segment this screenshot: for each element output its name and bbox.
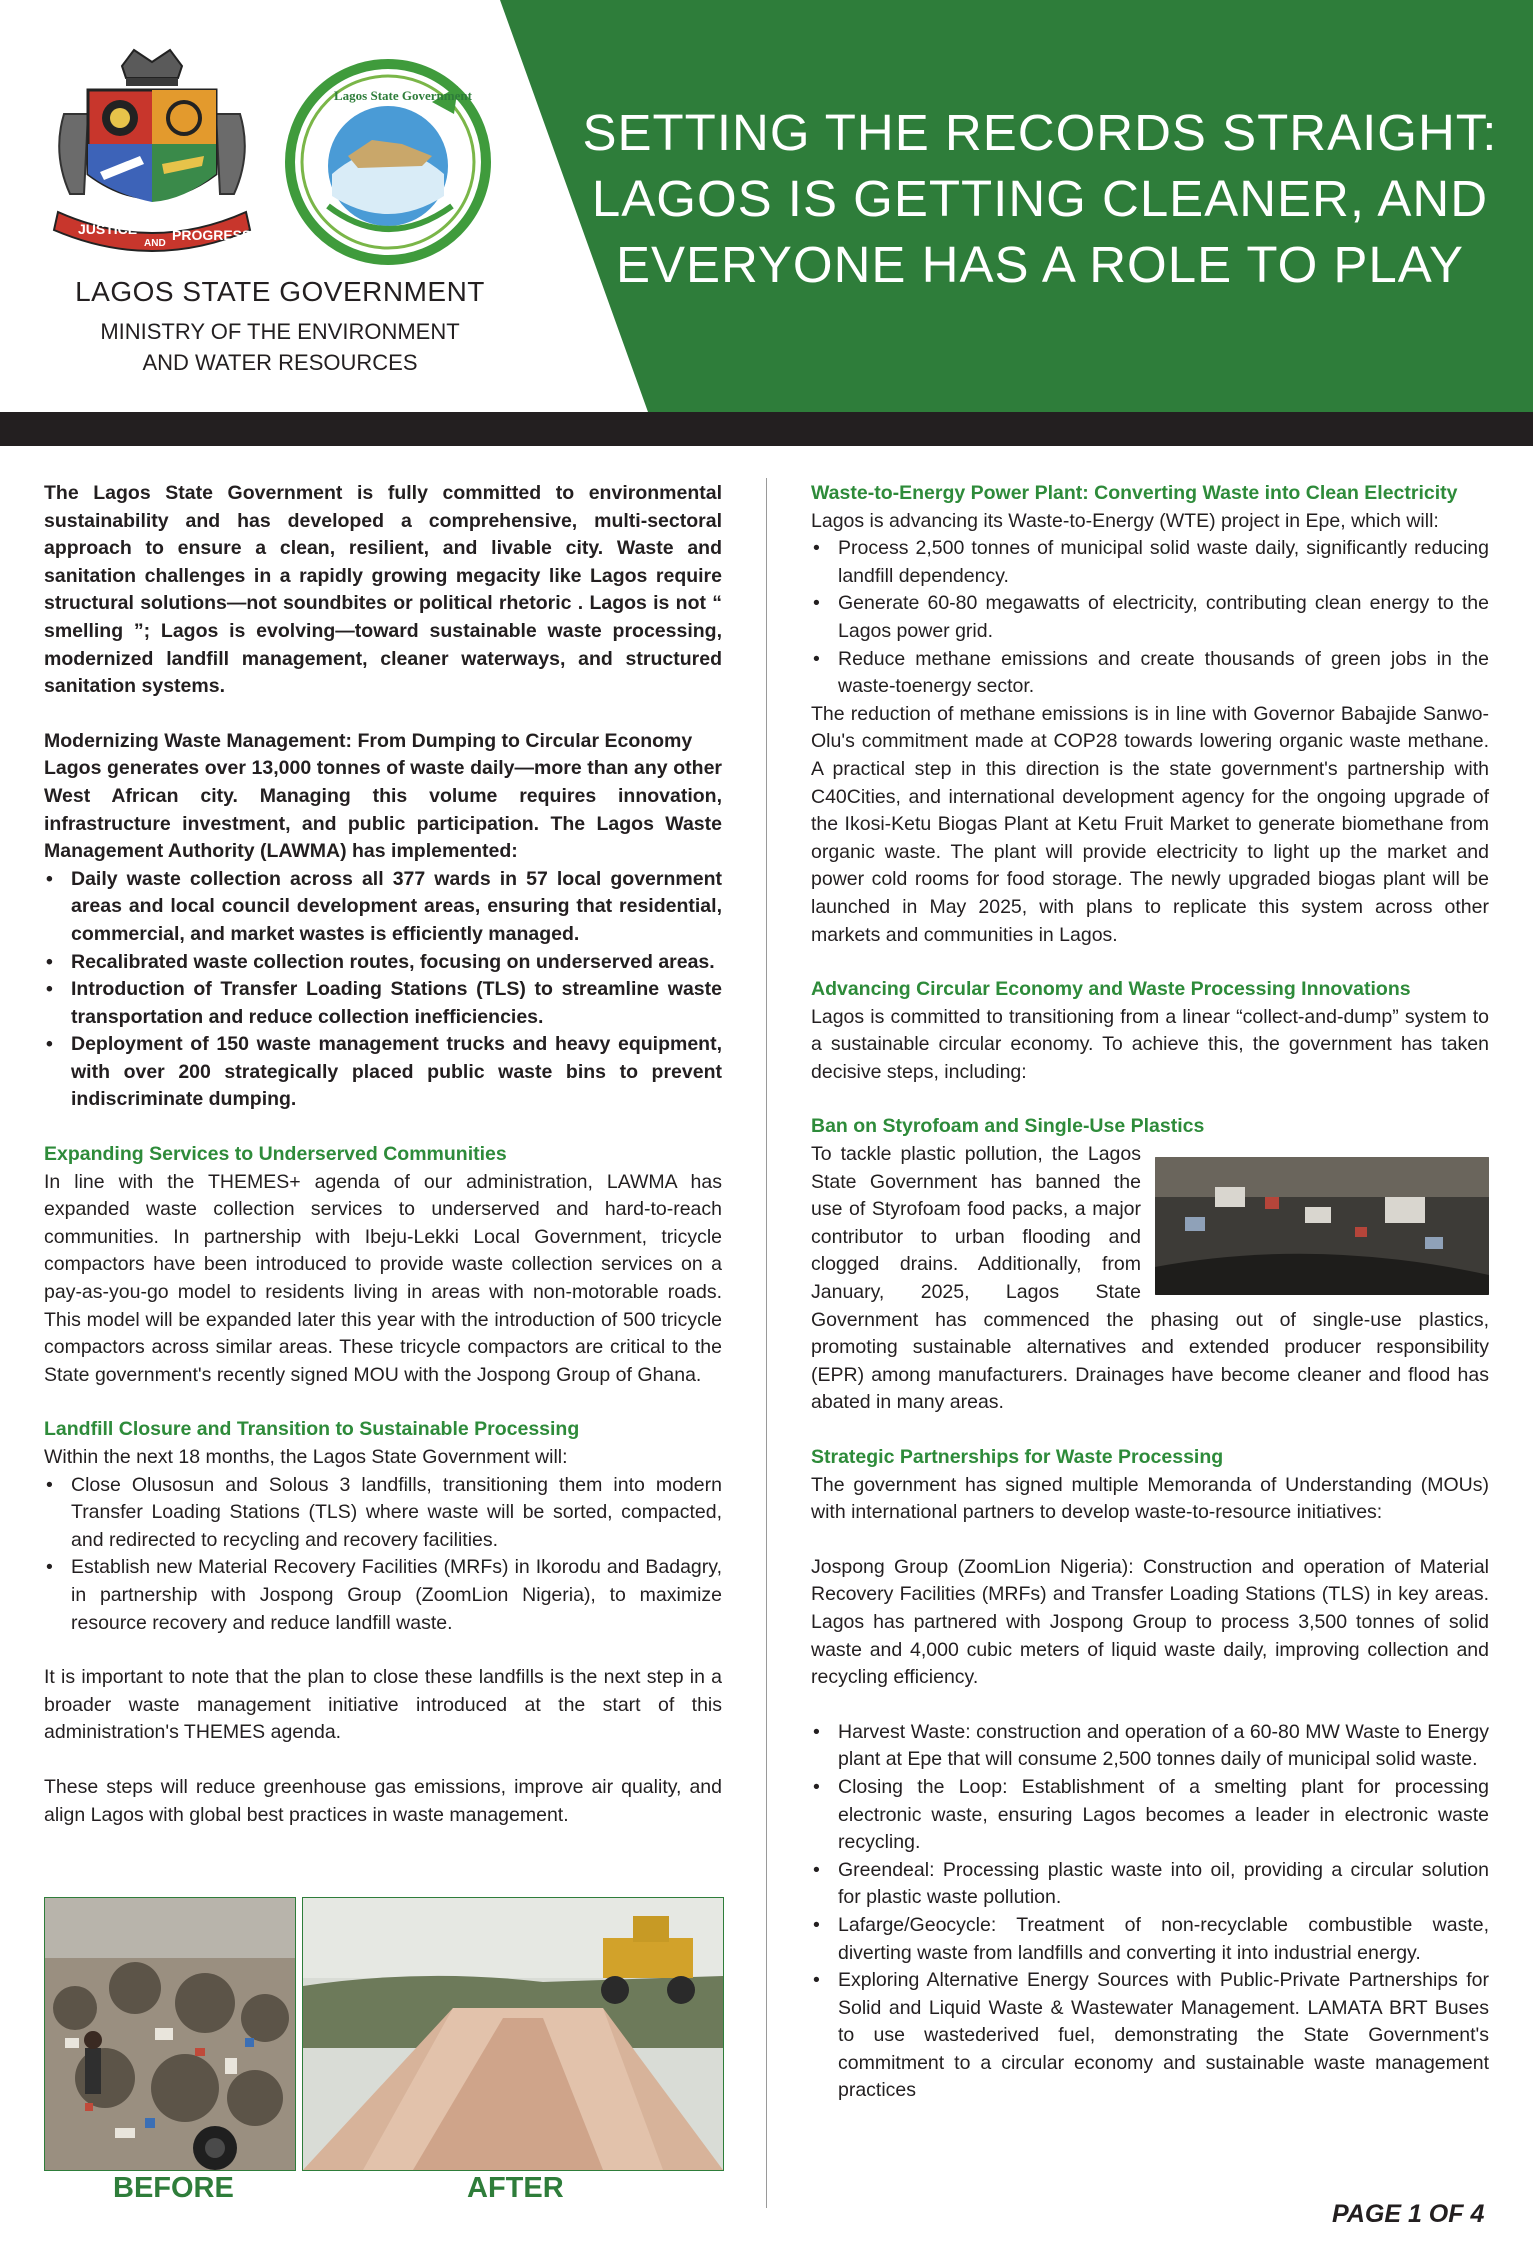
header-divider-bar bbox=[0, 412, 1533, 446]
wte-list bbox=[811, 535, 1489, 701]
landfill-note-paragraph: It is important to note that the plan to close these landfills is the next step in a broader waste management initiative introduced at the start of this administration's THEMES agenda. bbox=[44, 1666, 722, 1744]
list-item: • Recalibrated waste collection routes, focusing on underserved areas. bbox=[44, 949, 722, 977]
partnerships-list bbox=[811, 1719, 1489, 2105]
after-caption: AFTER bbox=[467, 2172, 564, 2204]
ministry-logo bbox=[282, 56, 494, 268]
title-line-2: LAGOS IS GETTING CLEANER, AND bbox=[591, 170, 1489, 227]
organization-name bbox=[40, 276, 520, 378]
left-column bbox=[44, 480, 722, 1829]
list-item: • Daily waste collection across all 377 wards in 57 local government areas and local council development areas, ensuring that residential, commercial, and market wastes is efficiently managed. bbox=[44, 866, 722, 949]
page-number: PAGE 1 OF 4 bbox=[1332, 2200, 1485, 2228]
steps-paragraph: These steps will reduce greenhouse gas emissions, improve air quality, and align Lagos with global best practices in waste management. bbox=[44, 1775, 722, 1826]
header bbox=[0, 0, 1533, 412]
org-line-3: AND WATER RESOURCES bbox=[142, 350, 418, 375]
expanding-services-paragraph: In line with the THEMES+ agenda of our administration, LAWMA has expanded waste collection services to underserved and hard-to-reach communities. In partnership with Ibeju-Lekki Local Government, tricycle compactors have been introduced to provide waste collection services on a pay-as-you-go model to residents living in areas with non-motorable roads. This model will be expanded later this year with the introduction of 500 tricycle compactors across similar areas. These tricycle compactors are critical to the State government's recently signed MOU with the Jospong Group of Ghana. bbox=[44, 1170, 722, 1386]
wte-heading: Waste-to-Energy Power Plant: Converting Waste into Clean Electricity bbox=[811, 482, 1458, 504]
title-line-1: SETTING THE RECORDS STRAIGHT: bbox=[582, 104, 1498, 161]
methane-paragraph: The reduction of methane emissions is in line with Governor Babajide Sanwo-Olu's commitment made at COP28 towards lowering organic waste methane. A practical step in this direction is the state government's partnership with C40Cities, and international development agency for the ongoing upgrade of the Ikosi-Ketu Biogas Plant at Ketu Fruit Market to generate biomethane from organic waste. The plant will provide electricity to light up the market and power cold rooms for food storage. The newly upgraded biogas plant will be launched in May 2025, with plans to replicate this system across other markets and communities in Lagos. bbox=[811, 702, 1489, 946]
before-photo bbox=[44, 1897, 296, 2171]
before-caption: BEFORE bbox=[113, 2172, 234, 2204]
jospong-paragraph: Jospong Group (ZoomLion Nigeria): Construction and operation of Material Recovery Facilities (MRFs) and Transfer Loading Stations (TLS) in key areas. Lagos has partnered with Jospong Group to process 3,500 tonnes of solid waste and 4,000 cubic meters of liquid waste daily, improving collection and recycling efficiency. bbox=[811, 1555, 1489, 1689]
before-after-photos bbox=[44, 1897, 724, 2169]
list-item: • Process 2,500 tonnes of municipal solid waste daily, significantly reducing landfill dependency. bbox=[811, 535, 1489, 590]
page-title bbox=[580, 100, 1500, 298]
list-item: • Establish new Material Recovery Facilities (MRFs) in Ikorodu and Badagry, in partnership with Jospong Group (ZoomLion Nigeria), to maximize resource recovery and reduce landfill waste. bbox=[44, 1554, 722, 1637]
list-item: • Close Olusosun and Solous 3 landfills, transitioning them into modern Transfer Loading Stations (TLS) where waste will be sorted, compacted, and redirected to recycling and recovery facilities. bbox=[44, 1472, 722, 1555]
landfill-closure-paragraph: Within the next 18 months, the Lagos State Government will: bbox=[44, 1446, 568, 1468]
circular-economy-heading: Advancing Circular Economy and Waste Processing Innovations bbox=[811, 978, 1411, 1001]
crest-motto-right: PROGRESS bbox=[172, 227, 252, 243]
modernizing-paragraph: Lagos generates over 13,000 tonnes of waste daily—more than any other West African city. Managing this volume requires innovation, infrastructure investment, and public participation. The Lagos Waste Management Authority (LAWMA) has implemented: bbox=[44, 757, 722, 863]
list-item: • Reduce methane emissions and create thousands of green jobs in the waste-toenergy sector. bbox=[811, 646, 1489, 701]
circular-economy-paragraph: Lagos is committed to transitioning from a linear “collect-and-dump” system to a sustainable circular economy. To achieve this, the government has taken decisive steps, including: bbox=[811, 1005, 1489, 1083]
list-item: • Greendeal: Processing plastic waste into oil, providing a circular solution for plastic waste pollution. bbox=[811, 1857, 1489, 1912]
styrofoam-ban-heading: Ban on Styrofoam and Single-Use Plastics bbox=[811, 1115, 1205, 1138]
modernizing-heading: Modernizing Waste Management: From Dumping to Circular Economy bbox=[44, 729, 693, 752]
list-item: • Harvest Waste: construction and operation of a 60-80 MW Waste to Energy plant at Epe that will consume 2,500 tonnes daily of municipal solid waste. bbox=[811, 1719, 1489, 1774]
after-photo bbox=[302, 1897, 724, 2171]
partnerships-paragraph: The government has signed multiple Memoranda of Understanding (MOUs) with international partners to develop waste-to-resource initiatives: bbox=[811, 1473, 1489, 1524]
right-column bbox=[811, 480, 1489, 2105]
expanding-services-heading: Expanding Services to Underserved Communities bbox=[44, 1143, 507, 1166]
column-divider bbox=[766, 478, 767, 2208]
org-line-2: MINISTRY OF THE ENVIRONMENT bbox=[100, 319, 460, 344]
partnerships-heading: Strategic Partnerships for Waste Processing bbox=[811, 1446, 1224, 1468]
list-item: • Generate 60-80 megawatts of electricity, contributing clean energy to the Lagos power grid. bbox=[811, 590, 1489, 645]
list-item: • Deployment of 150 waste management trucks and heavy equipment, with over 200 strategically placed public waste bins to prevent indiscriminate dumping. bbox=[44, 1031, 722, 1114]
list-item: • Introduction of Transfer Loading Stations (TLS) to streamline waste transportation and reduce collection inefficiencies. bbox=[44, 976, 722, 1031]
styrofoam-ban-paragraph: To tackle plastic pollution, the Lagos State Government has banned the use of Styrofoam food packs, a major contributor to urban flooding and clogged drains. Additionally, from January, 2025, Lagos State Government has commenced the phasing out of single-use plastics, promoting sustainable alternatives and extended producer responsibility (EPR) among manufacturers. Drainages have become cleaner and flood has abated in many areas. bbox=[811, 1143, 1489, 1414]
intro-paragraph: The Lagos State Government is fully committed to environmental sustainability and has developed a comprehensive, multi-sectoral approach to ensure a clean, resilient, and livable city. Waste and sanitation challenges in a rapidly growing megacity like Lagos require structural solutions—not soundbites or political rhetoric . Lagos is not “ smelling ”; Lagos is evolving—toward sustainable waste processing, modernized landfill management, cleaner waterways, and structured sanitation systems. bbox=[44, 482, 722, 698]
wte-paragraph: Lagos is advancing its Waste-to-Energy (WTE) project in Epe, which will: bbox=[811, 509, 1439, 532]
list-item: • Lafarge/Geocycle: Treatment of non-recyclable combustible waste, diverting waste from landfills and converting it into industrial energy. bbox=[811, 1912, 1489, 1967]
drainage-photo bbox=[1155, 1157, 1489, 1295]
landfill-closure-heading: Landfill Closure and Transition to Sustainable Processing bbox=[44, 1418, 580, 1441]
modernizing-list bbox=[44, 866, 722, 1114]
title-line-3: EVERYONE HAS A ROLE TO PLAY bbox=[615, 236, 1465, 293]
list-item: • Closing the Loop: Establishment of a smelting plant for processing electronic waste, ensuring Lagos becomes a leader in electronic waste recycling. bbox=[811, 1774, 1489, 1857]
landfill-closure-list bbox=[44, 1472, 722, 1638]
list-item: • Exploring Alternative Energy Sources with Public-Private Partnerships for Solid and Liquid Waste & Wastewater Management. LAMATA BRT Buses to use wastederived fuel, demonstrating the State Government's commitment to a circular economy and sustainable waste management practices bbox=[811, 1967, 1489, 2105]
lagos-crest-logo bbox=[44, 44, 260, 260]
crest-motto-left: JUSTICE bbox=[78, 221, 138, 237]
ministry-logo-caption: Lagos State Government bbox=[334, 88, 472, 103]
crest-motto-mid: AND bbox=[144, 238, 166, 249]
org-line-1: LAGOS STATE GOVERNMENT bbox=[75, 276, 485, 307]
